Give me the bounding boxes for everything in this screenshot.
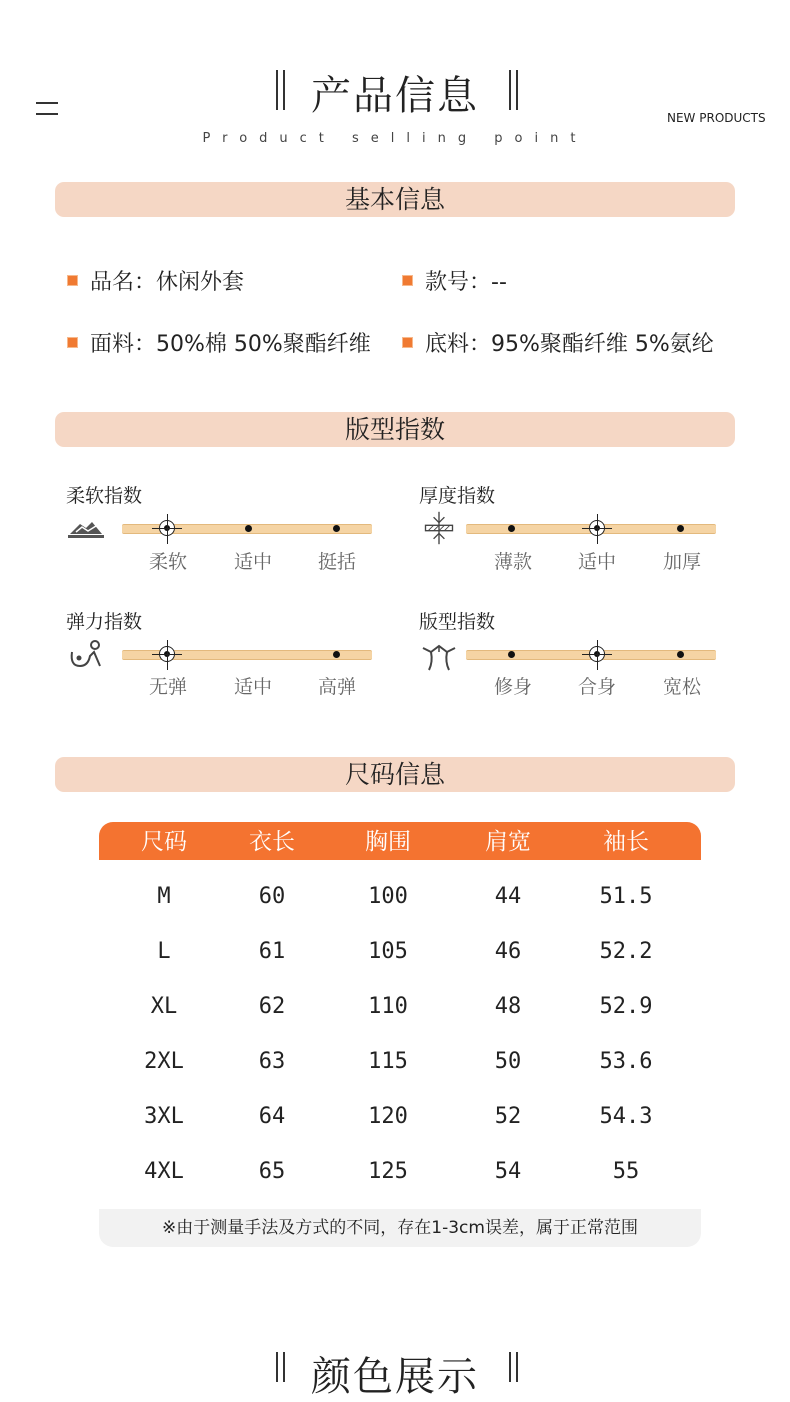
footer-title: 颜色展示: [311, 1354, 479, 1400]
size-table-header: [99, 822, 701, 860]
menu-icon[interactable]: [36, 102, 58, 116]
table-cell: 4XL: [144, 1159, 184, 1184]
title-bar-left: [276, 70, 278, 110]
table-cell: 115: [368, 1049, 408, 1074]
fit-icon: [419, 638, 459, 674]
index-title-elasticity: 弹力指数: [66, 611, 143, 633]
info-label: 品名：: [90, 270, 157, 295]
elasticity-marker-cross: [167, 640, 168, 670]
table-cell: 50: [494, 1049, 522, 1074]
table-cell: 52: [494, 1104, 522, 1129]
table-header-cell: 肩宽: [485, 829, 531, 855]
info-label: 面料：: [90, 332, 157, 357]
page-subtitle: Product selling point: [202, 131, 588, 146]
info-label: 款号：: [425, 270, 492, 295]
softness-level: 挺括: [317, 551, 356, 573]
fit-level: 修身: [493, 676, 532, 698]
info-value: 休闲外套: [156, 270, 245, 295]
table-header-cell: 衣长: [249, 829, 295, 855]
softness-level: 适中: [233, 551, 272, 573]
fit-level: 宽松: [662, 676, 701, 698]
info-item-style-no: [402, 265, 507, 296]
table-cell: 62: [258, 994, 286, 1019]
thickness-level: 适中: [577, 551, 616, 573]
table-cell: 48: [494, 994, 522, 1019]
table-cell: 125: [368, 1159, 408, 1184]
table-cell: 3XL: [144, 1104, 184, 1129]
index-title-softness: 柔软指数: [66, 485, 143, 507]
section-fit-heading: 版型指数: [55, 412, 735, 447]
table-cell: 44: [494, 884, 522, 909]
elasticity-level: 适中: [233, 676, 272, 698]
table-cell: 53.6: [599, 1049, 653, 1074]
table-cell: 120: [368, 1104, 408, 1129]
bullet-icon: [402, 275, 413, 286]
table-cell: 105: [368, 939, 408, 964]
section-basic-heading: 基本信息: [55, 182, 735, 217]
softness-icon: [66, 512, 106, 548]
table-cell: 55: [612, 1159, 640, 1184]
table-header-cell: 尺码: [141, 829, 187, 855]
index-title-thickness: 厚度指数: [419, 485, 496, 507]
table-cell: 63: [258, 1049, 286, 1074]
section-size-heading: 尺码信息: [55, 757, 735, 792]
title-bar-right-2: [516, 70, 518, 110]
thickness-dot: [508, 525, 515, 532]
page-title: 产品信息: [311, 73, 479, 119]
softness-level: 柔软: [148, 551, 187, 573]
fit-level: 合身: [577, 676, 616, 698]
info-label: 底料：: [425, 332, 492, 357]
table-cell: 54: [494, 1159, 522, 1184]
table-cell: 100: [368, 884, 408, 909]
footer-bar-left-2: [283, 1352, 285, 1382]
table-cell: 64: [258, 1104, 286, 1129]
footer-bar-right-2: [516, 1352, 518, 1382]
thickness-dot: [677, 525, 684, 532]
fit-dot: [677, 651, 684, 658]
softness-dot: [333, 525, 340, 532]
info-value: 95%聚酯纤维 5%氨纶: [491, 332, 714, 357]
new-products-tag: NEW PRODUCTS: [667, 111, 766, 125]
thickness-marker-cross: [597, 514, 598, 544]
table-header-cell: 袖长: [603, 829, 649, 855]
table-cell: 65: [258, 1159, 286, 1184]
info-item-lining: [402, 327, 714, 358]
title-bar-left-2: [283, 70, 285, 110]
softness-marker-cross: [167, 514, 168, 544]
table-cell: 52.9: [599, 994, 653, 1019]
table-cell: 52.2: [599, 939, 653, 964]
index-title-fit: 版型指数: [419, 611, 496, 633]
bullet-icon: [67, 275, 78, 286]
bullet-icon: [402, 337, 413, 348]
table-cell: 46: [494, 939, 522, 964]
fit-marker-cross: [597, 640, 598, 670]
table-header-cell: 胸围: [365, 829, 411, 855]
table-cell: 2XL: [144, 1049, 184, 1074]
footer-bar-left: [276, 1352, 278, 1382]
table-cell: M: [157, 884, 171, 909]
elasticity-icon: [66, 638, 106, 674]
table-cell: 110: [368, 994, 408, 1019]
elasticity-level: 无弹: [148, 676, 187, 698]
size-note: ※由于测量手法及方式的不同，存在1-3cm误差，属于正常范围: [99, 1209, 701, 1247]
footer-bar-right: [509, 1352, 511, 1382]
bullet-icon: [67, 337, 78, 348]
info-item-fabric: [67, 327, 371, 358]
table-cell: 54.3: [599, 1104, 653, 1129]
softness-dot: [245, 525, 252, 532]
info-item-name: [67, 265, 244, 296]
elasticity-level: 高弹: [317, 676, 356, 698]
fit-dot: [508, 651, 515, 658]
table-cell: L: [157, 939, 171, 964]
thickness-level: 薄款: [493, 551, 532, 573]
title-bar-right: [509, 70, 511, 110]
info-value: 50%棉 50%聚酯纤维: [156, 332, 371, 357]
thickness-icon: [419, 510, 459, 546]
table-cell: 61: [258, 939, 286, 964]
info-value: --: [491, 270, 507, 295]
elasticity-dot: [333, 651, 340, 658]
table-cell: 60: [258, 884, 286, 909]
thickness-level: 加厚: [662, 551, 701, 573]
table-cell: 51.5: [599, 884, 653, 909]
table-cell: XL: [150, 994, 178, 1019]
